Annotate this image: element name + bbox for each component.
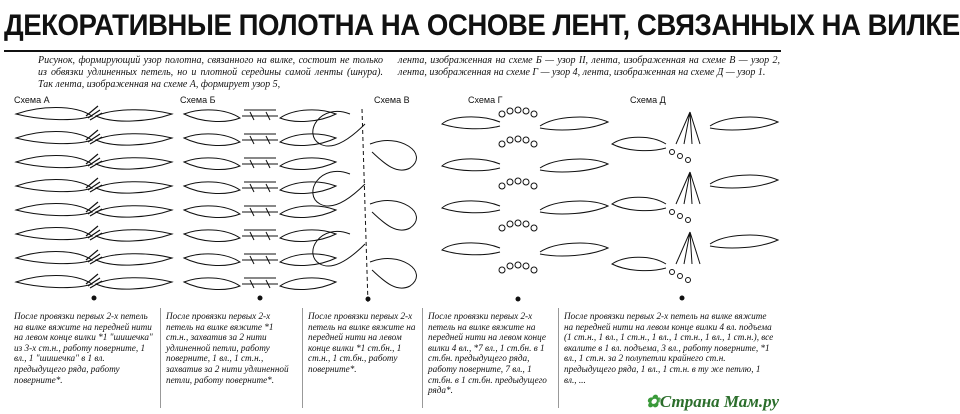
scheme-v-label: Схема В: [374, 95, 410, 105]
intro-text-left: Рисунок, формирующий узор полотна, связанного на вилке, состоит не только из обвязки удлиненных петель, но и плотной середины самой ленты (шнура). Так лента, изображенная на схеме А, формирует узор 5,: [38, 55, 383, 90]
scheme-v-diagram: [300, 104, 450, 309]
scheme-d-diagram: [610, 104, 780, 309]
column-divider: [160, 308, 161, 408]
scheme-g-label: Схема Г: [468, 95, 503, 105]
column-divider: [558, 308, 559, 408]
scheme-g-note: После провязки первых 2-х петель на вилке вяжите на передней нити на левом конце вилки 4 вл., *7 вл., 1 ст.бн. в 1 ст.бн. предыдущего ряда, работу поверните, 7 вл., 1 ст.бн. в 1 ст.бн. предыдущего ряда*.: [428, 311, 547, 396]
scheme-b-label: Схема Б: [180, 95, 216, 105]
column-divider: [302, 308, 303, 408]
scheme-g-diagram: [440, 104, 610, 309]
scheme-a-diagram: [14, 104, 174, 309]
scheme-d-label: Схема Д: [630, 95, 666, 105]
leaf-icon: ✿: [645, 392, 660, 411]
site-watermark: ✿Страна Мам.ру: [645, 392, 779, 411]
intro-text-right: лента, изображенная на схеме Б — узор II, лента, изображенная на схеме В — узор 2, лента, изображенная на схеме Г — узор 4, лента, изображенная на схеме Д — узор 1.: [398, 55, 780, 78]
scheme-b-note: После провязки первых 2-х петель на вилке вяжите *1 ст.н., захватив за 2 нити удлиненной петли, работу поверните, 1 вл., 1 ст.н., захватив за 2 нити удлиненной петли, работу поверните*.: [166, 311, 289, 385]
column-divider: [422, 308, 423, 408]
title-divider: [4, 50, 781, 52]
scheme-a-label: Схема А: [14, 95, 50, 105]
scheme-v-note: После провязки первых 2-х петель на вилке вяжите на передней нити на левом конце вилки *1 ст.бн., 1 ст.н., 1 ст.бн., работу поверните*.: [308, 311, 416, 374]
page-title: ДЕКОРАТИВНЫЕ ПОЛОТНА НА ОСНОВЕ ЛЕНТ, СВЯЗАННЫХ НА ВИЛКЕ: [4, 9, 960, 42]
scheme-a-note: После провязки первых 2-х петель на вилке вяжите на передней нити на левом конце вилки *1 "шишечка" из 3-х ст.н., работу поверните, 1 вл., 1 "шишечка" в 1 вл. предыдущего ряда, работу поверните*.: [14, 311, 153, 385]
scheme-d-note: После провязки первых 2-х петель на вилке вяжите на передней нити на левом конце вилки 4 вл. подъема (1 ст.н., 1 вл., 1 ст.н., 1 вл., 1 ст.н., 1 вл., 1 ст.н.), все вкалите в 1 вл. подъема, 3 вл., работу поверните, *1 вл., 1 ст.н. за 2 полупетли крайнего ст.н. предыдущего ряда, 1 вл., 1 ст.н. в ту же петлю, 1 вл., ...: [564, 311, 774, 385]
